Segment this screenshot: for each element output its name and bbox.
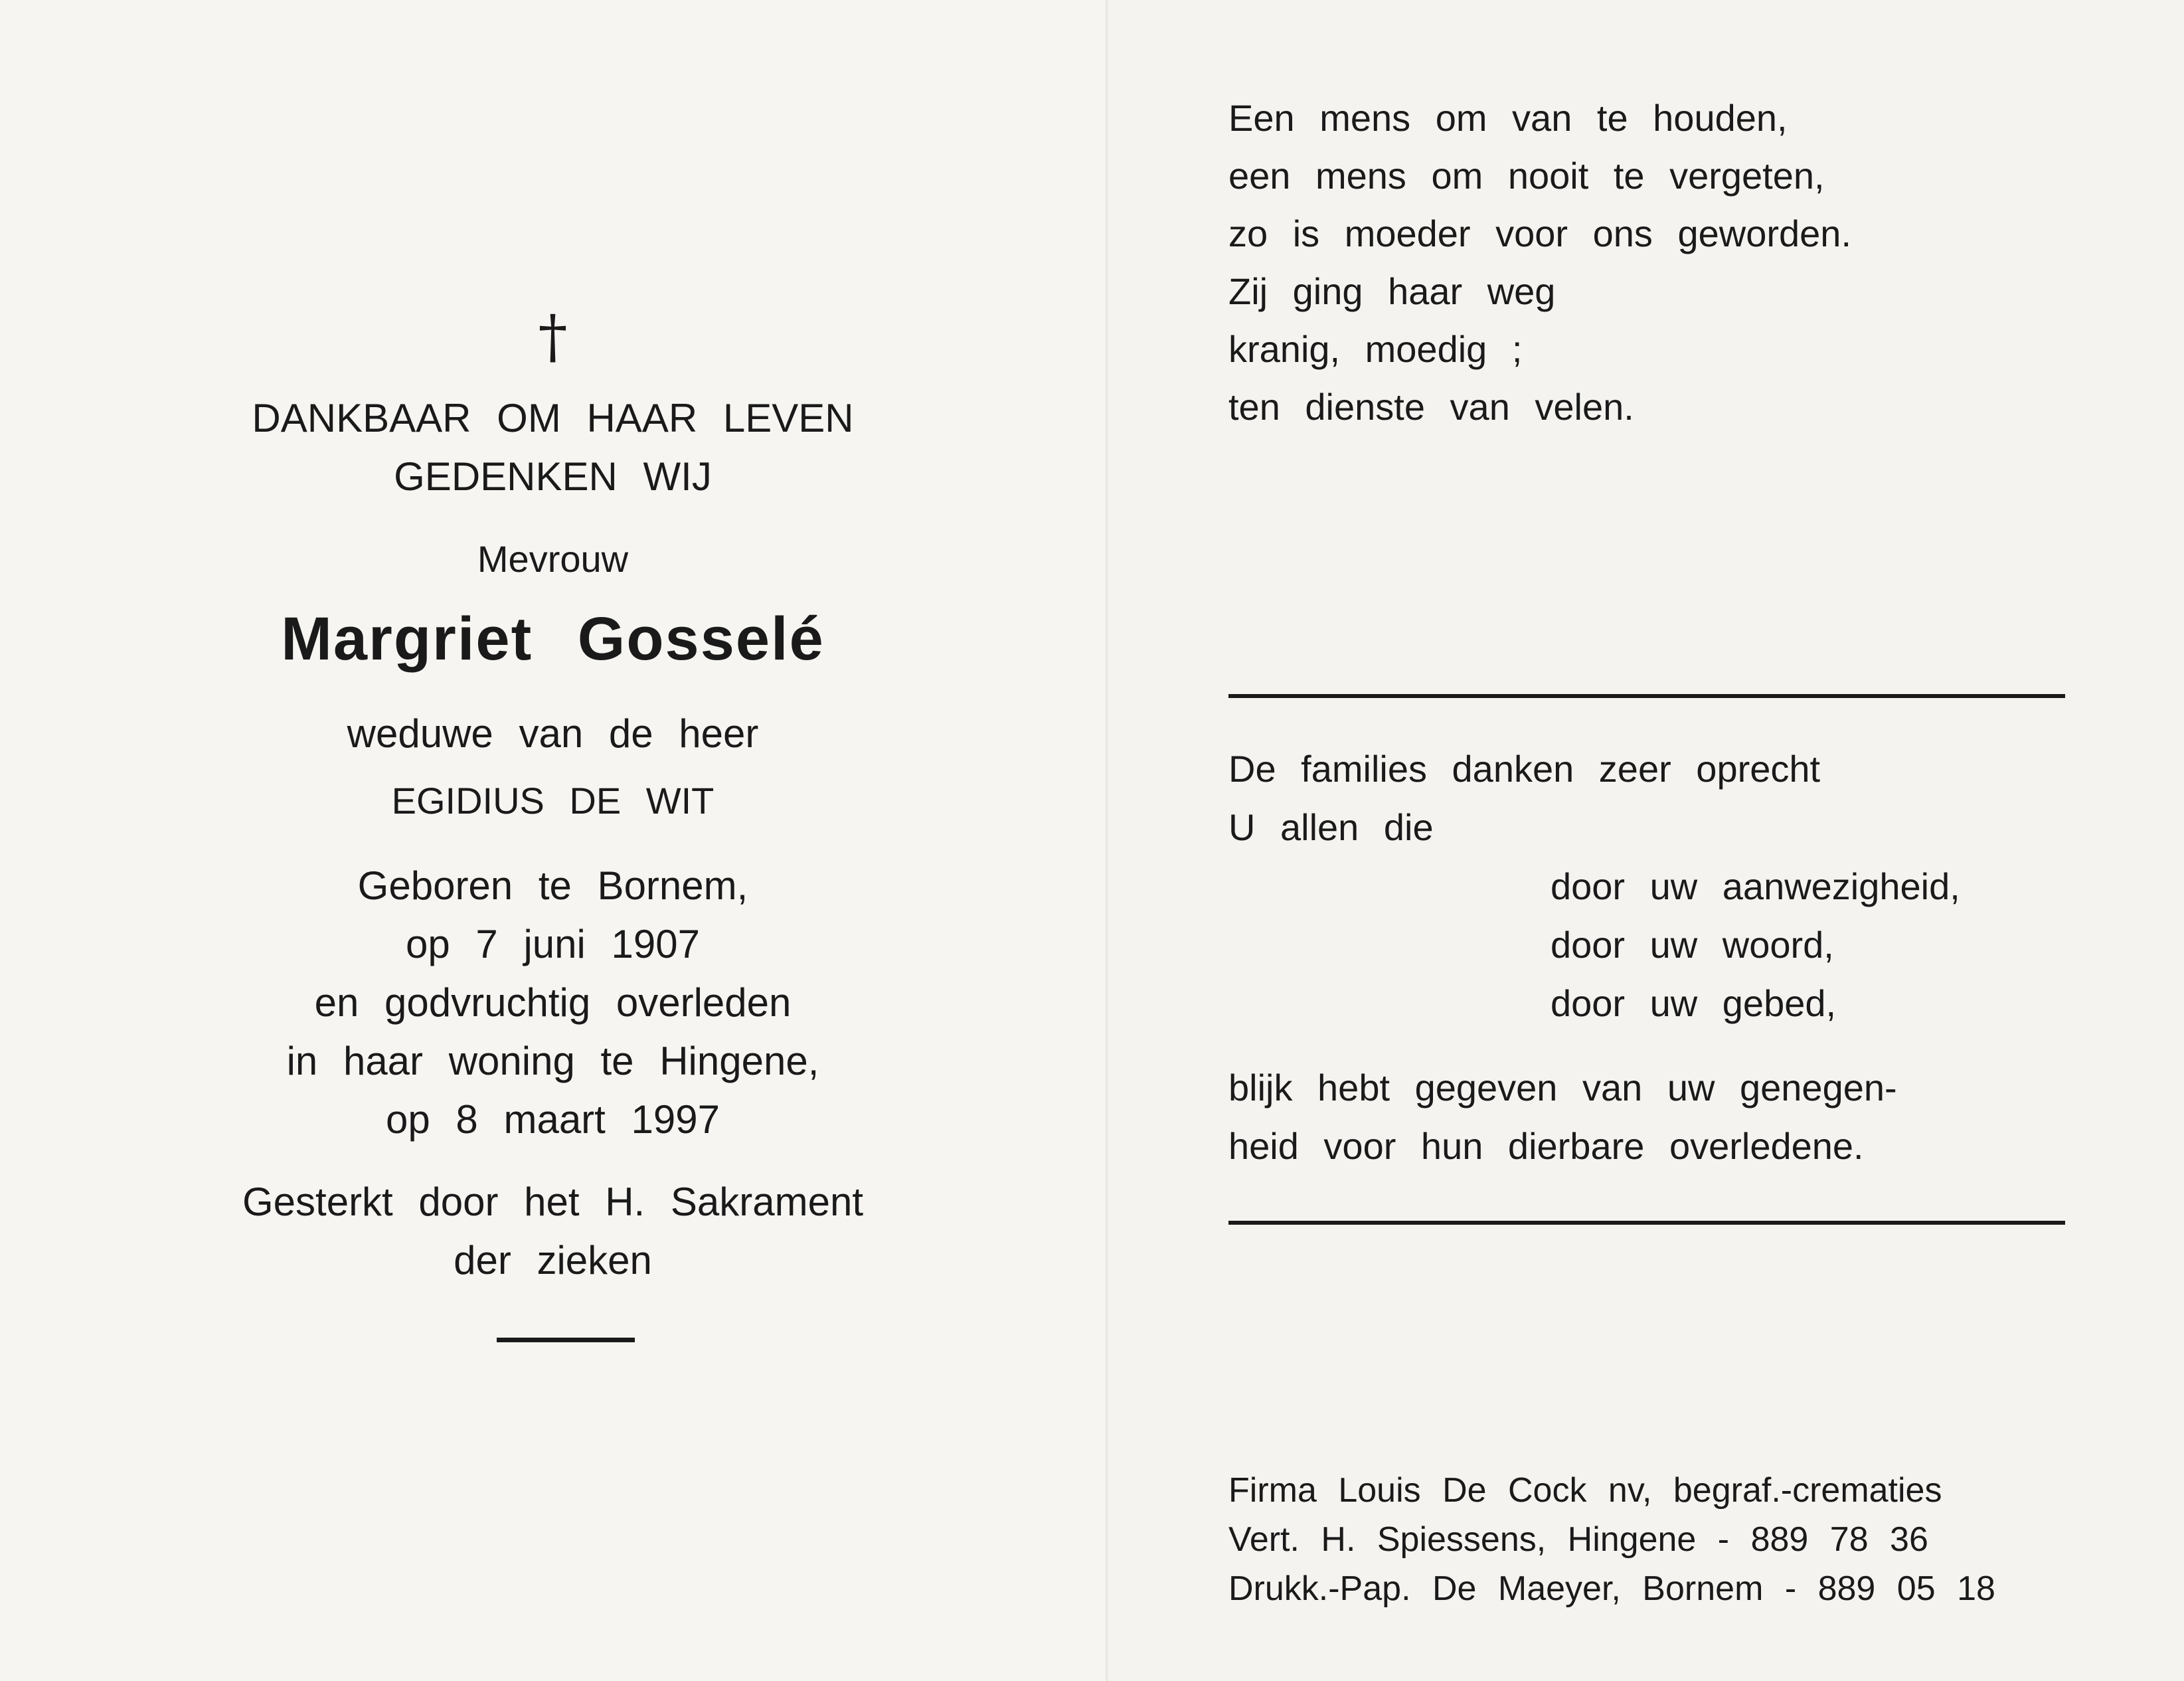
death-line-2: in haar woning te Hingene, (286, 1039, 819, 1083)
thanks-line-1: De families danken zeer oprecht (1228, 748, 1821, 790)
divider-top (1228, 694, 2065, 698)
death-line-3: op 8 maart 1997 (386, 1097, 720, 1142)
divider-bottom (1228, 1221, 2065, 1225)
cross-icon: † (538, 302, 568, 371)
poem-line-4: Zij ging haar weg (1228, 270, 1556, 312)
printer-line-2: Vert. H. Spiessens, Hingene - 889 78 36 (1228, 1520, 1928, 1559)
poem-line-1: Een mens om van te houden, (1228, 97, 1788, 139)
printer-line-1: Firma Louis De Cock nv, begraf.-crematies (1228, 1471, 1942, 1510)
thanks-item-2: door uw woord, (1551, 924, 1834, 966)
heading-line-1: DANKBAAR OM HAAR LEVEN (252, 396, 854, 440)
printer-line-3: Drukk.-Pap. De Maeyer, Bornem - 889 05 18 (1228, 1569, 1995, 1608)
sacrament-line-2: der zieken (454, 1238, 652, 1283)
birth-line-2: op 7 juni 1907 (406, 922, 700, 966)
heading-line-2: GEDENKEN WIJ (394, 454, 712, 499)
poem-line-2: een mens om nooit te vergeten, (1228, 155, 1825, 197)
thanks-line-3: blijk hebt gegeven van uw genegen- (1228, 1067, 1897, 1108)
thanks-item-1: door uw aanwezigheid, (1551, 865, 1960, 907)
birth-line-1: Geboren te Bornem, (357, 863, 748, 908)
thanks-line-2: U allen die (1228, 806, 1434, 848)
poem-line-6: ten dienste van velen. (1228, 386, 1634, 428)
death-line-1: en godvruchtig overleden (314, 980, 792, 1025)
deceased-name: Margriet Gosselé (281, 605, 825, 673)
title-mevrouw: Mevrouw (477, 538, 629, 580)
poem-line-3: zo is moeder voor ons geworden. (1228, 213, 1851, 254)
widow-line: weduwe van de heer (347, 711, 759, 756)
husband-name: EGIDIUS DE WIT (391, 780, 714, 822)
sacrament-line-1: Gesterkt door het H. Sakrament (242, 1180, 864, 1224)
short-divider (497, 1338, 635, 1342)
thanks-line-4: heid voor hun dierbare overledene. (1228, 1125, 1864, 1167)
poem-line-5: kranig, moedig ; (1228, 328, 1523, 370)
thanks-item-3: door uw gebed, (1551, 982, 1837, 1024)
